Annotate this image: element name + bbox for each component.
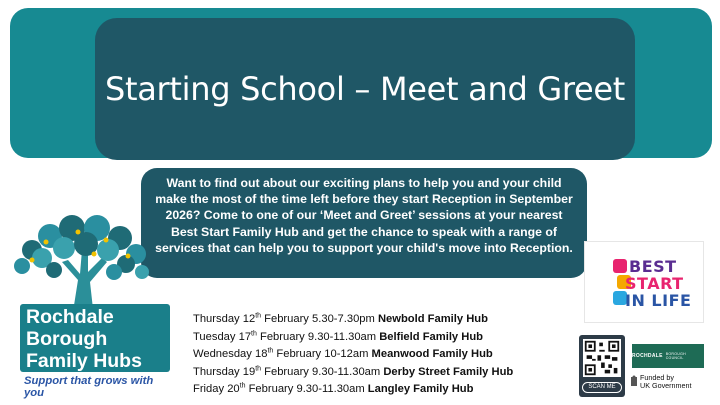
session-venue: Derby Street Family Hub [383, 365, 514, 378]
scan-me-label: SCAN ME [582, 382, 622, 393]
best-start-line-1: BEST [629, 257, 677, 276]
family-hubs-logo [20, 304, 170, 372]
page-title: Starting School – Meet and Greet [104, 70, 626, 108]
best-start-logo [584, 241, 704, 323]
session-row: Wednesday 18th February 10-12am Meanwood Family Hub [193, 347, 493, 361]
title-panel [95, 18, 635, 160]
session-venue: Meanwood Family Hub [371, 348, 493, 361]
session-venue: Newbold Family Hub [377, 313, 488, 325]
session-row: Friday 20th February 9.30-11.30am Langley Family Hub [193, 382, 474, 396]
session-venue: Belfield Family Hub [379, 330, 483, 343]
session-list [193, 311, 553, 399]
qr-code-card[interactable] [579, 335, 625, 397]
logo-line-2: Borough [26, 328, 108, 350]
qr-code-icon[interactable] [583, 339, 621, 377]
council-name: ROCHDALE [632, 353, 663, 359]
council-sub: BOROUGH COUNCIL [665, 352, 686, 360]
council-logo [632, 344, 704, 368]
best-start-line-2: START [625, 274, 684, 293]
intro-panel [141, 168, 587, 278]
best-start-line-3: IN LIFE [625, 291, 692, 310]
intro-text: Want to find out about our exciting plans to help you and your child make the most of the time left before they start Reception in September 2026? Come to one of our ‘Meet and Greet’ sessions at your nearest Best Start Family Hub and get the chance to speak with a range of services that can help you to support your child's move into Reception. [155, 176, 573, 255]
crest-icon [630, 375, 638, 388]
funded-by-text: Funded by UK Government [640, 373, 692, 390]
session-venue: Langley Family Hub [367, 383, 474, 396]
logo-line-3: Family Hubs [26, 350, 142, 372]
logo-tagline: Support that grows with you [24, 375, 154, 399]
session-row: Tuesday 17th February 9.30-11.30am Belfield Family Hub [193, 329, 483, 343]
tree-logo-icon [2, 210, 160, 318]
logo-line-1: Rochdale [26, 306, 114, 328]
session-row: Thursday 12th February 5.30-7.30pm Newbold Family Hub [193, 312, 488, 325]
session-row: Thursday 19th February 9.30-11.30am Derby Street Family Hub [193, 365, 514, 378]
